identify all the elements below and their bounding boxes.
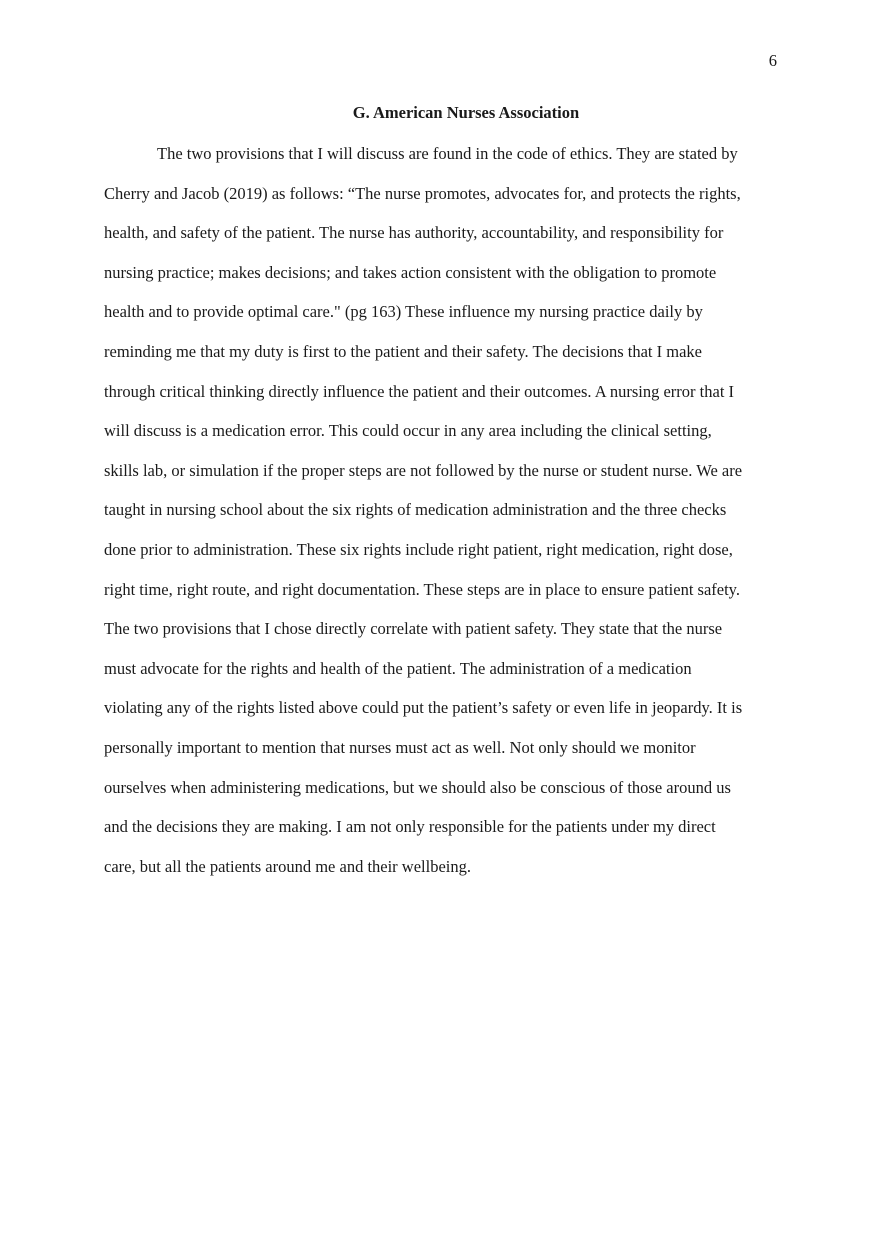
text-line: health, and safety of the patient. The nurse has authority, accountability, and responsibility for bbox=[104, 223, 724, 243]
text-line: taught in nursing school about the six rights of medication administration and the three checks bbox=[104, 500, 727, 520]
text-line: must advocate for the rights and health of the patient. The administration of a medication bbox=[104, 658, 692, 678]
text-line: health and to provide optimal care." (pg 163) These influence my nursing practice daily by bbox=[104, 302, 703, 322]
body-paragraph bbox=[104, 134, 784, 886]
text-line: reminding me that my duty is first to the patient and their safety. The decisions that I make bbox=[104, 341, 702, 361]
text-line: right time, right route, and right documentation. These steps are in place to ensure patient safety. bbox=[104, 579, 740, 599]
text-line: done prior to administration. These six rights include right patient, right medication, right dose, bbox=[104, 539, 733, 559]
text-line: nursing practice; makes decisions; and takes action consistent with the obligation to promote bbox=[104, 262, 717, 282]
text-line: The two provisions that I chose directly correlate with patient safety. They state that the nurse bbox=[104, 619, 723, 639]
text-line: skills lab, or simulation if the proper steps are not followed by the nurse or student nurse. We are bbox=[104, 460, 743, 480]
text-line: violating any of the rights listed above could put the patient’s safety or even life in jeopardy. It is bbox=[104, 698, 743, 718]
text-line: personally important to mention that nurses must act as well. Not only should we monitor bbox=[104, 737, 696, 757]
text-line: will discuss is a medication error. This could occur in any area including the clinical setting, bbox=[104, 421, 712, 441]
section-heading: G. American Nurses Association bbox=[352, 103, 580, 122]
text-line: care, but all the patients around me and their wellbeing. bbox=[104, 856, 471, 876]
text-line: Cherry and Jacob (2019) as follows: “The nurse promotes, advocates for, and protects the rights, bbox=[104, 183, 741, 203]
page-number: 6 bbox=[768, 51, 777, 70]
text-line: and the decisions they are making. I am not only responsible for the patients under my direct bbox=[104, 817, 716, 837]
text-line: ourselves when administering medications, but we should also be conscious of those around us bbox=[104, 777, 731, 797]
text-line: The two provisions that I will discuss are found in the code of ethics. They are stated by bbox=[157, 144, 738, 163]
text-line: through critical thinking directly influence the patient and their outcomes. A nursing error that I bbox=[104, 381, 735, 401]
